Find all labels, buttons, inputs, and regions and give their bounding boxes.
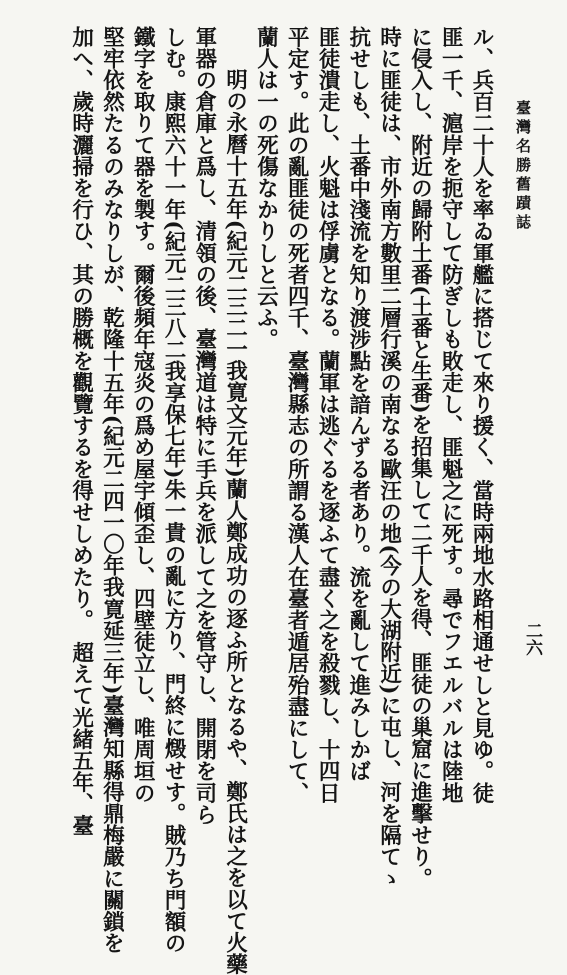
text-line: に侵入し、附近の歸附土番(土番と生番)を招集して二千人を得、匪徒の巢窟に進擊せり。	[407, 26, 433, 890]
text-line: 明の永曆十五年(紀元二三二一我寛文元年)蘭人鄭成功の逐ふ所となるや、鄭氏は之を以て火藥	[222, 47, 248, 975]
text-line: 時に匪徒は、市外南方數里二層行溪の南なる歐汪の地(今の大湖附近)に屯し、河を隔てゝ	[376, 26, 402, 890]
text-line: 抗せしも、土番中淺流を知り渡涉點を諳んずる者あり。流を亂して進みしかば	[345, 26, 371, 782]
running-title: 臺灣名勝舊蹟誌	[514, 100, 532, 233]
text-line: 鐵字を取りて器を製す。爾後頻年寇炎の爲め屋宇傾歪し、四壁徒立し、唯周垣の	[130, 26, 156, 804]
text-line: 匪徒潰走し、火魁は俘虜となる。蘭軍は逃ぐるを逐ふて盡く之を殺戮し、十四日	[315, 26, 341, 804]
text-line: 匪一千、滬岸を扼守して防ぎしも敗走し、匪魁之に死す。尋でフエルバルは陸地	[438, 26, 464, 804]
text-line: しむ。康熙六十一年(紀元二三八二我享保七年)朱一貴の亂に方り、門終に燬せす。賊乃ち門額の	[161, 26, 187, 954]
page-number: 二六	[522, 622, 542, 656]
text-line: 軍器の倉庫と爲し、清領の後、臺灣道は特に手兵を派して之を管守し、開閉を司ら	[191, 26, 217, 826]
body-text	[34, 26, 496, 975]
text-line: 平定す。此の亂匪徒の死者四千、臺灣縣志の所謂る漢人在臺者遁居殆盡にして、	[284, 26, 310, 804]
text-line: 蘭人は一の死傷なかりしと云ふ。	[253, 26, 279, 350]
text-line: ル、兵百二十人を率ゐ軍艦に搭じて來り援く、當時兩地水路相通せしと見ゆ。徒	[469, 26, 494, 804]
text-line: 加へ、歲時灑掃を行ひ、其の勝概を觀覽するを得せしめたり。 超えて光緒五年、臺	[68, 26, 94, 837]
text-line: 堅牢依然たるのみなりしが、乾隆十五年(紀元二四一〇年我寛延三年)臺灣知縣得鼎梅嚴に關鎖を	[99, 26, 125, 954]
